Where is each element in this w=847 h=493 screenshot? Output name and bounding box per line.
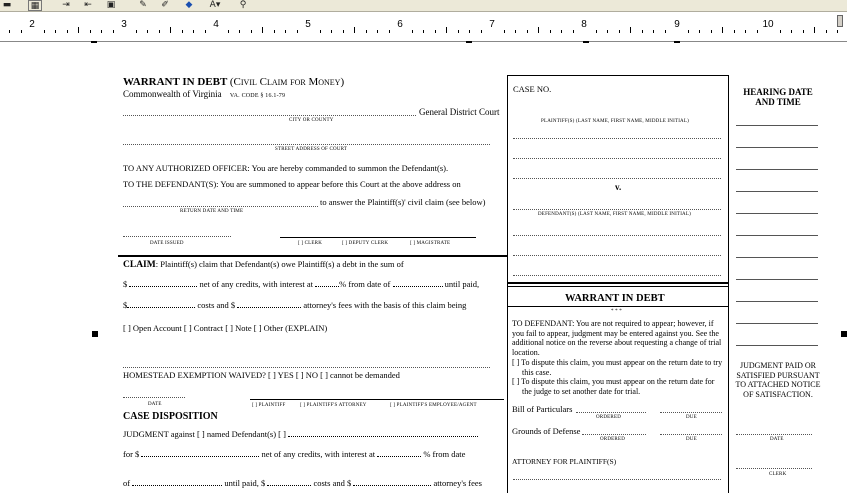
defendant-field[interactable] <box>513 209 721 210</box>
ruler-tick <box>262 27 263 33</box>
ruler-number: 9 <box>674 19 680 30</box>
paint-icon[interactable]: ✎ <box>139 0 147 10</box>
court-name-field[interactable] <box>123 115 416 116</box>
ruler-tick <box>147 30 148 33</box>
ruler-tick <box>423 30 424 33</box>
dollar-sign: $ <box>123 279 128 289</box>
street-address-field[interactable] <box>123 144 490 145</box>
case-number-label: CASE NO. <box>513 84 552 94</box>
date-issued-field[interactable] <box>123 236 231 237</box>
ruler-tick <box>469 30 470 33</box>
judgment-paid-text: JUDGMENT PAID OR SATISFIED PURSUANT TO ATTACHED NOTICE OF SATISFACTION. <box>735 361 821 399</box>
ruler-tick <box>481 30 482 33</box>
officer-command-text: TO ANY AUTHORIZED OFFICER: You are hereby commanded to summon the Defendant(s). <box>123 163 449 173</box>
ruler-tick <box>803 30 804 33</box>
hearing-date-line[interactable] <box>736 169 818 170</box>
plaintiff-field[interactable] <box>513 158 721 159</box>
ruler-tick <box>826 30 827 33</box>
date-issued-label: DATE ISSUED <box>150 241 184 246</box>
commonwealth-line <box>123 89 285 99</box>
ruler-tick <box>780 30 781 33</box>
plaintiff-label: PLAINTIFF(S) (LAST NAME, FIRST NAME, MIDDLE INITIAL) <box>541 119 689 124</box>
hearing-date-title: HEARING DATE AND TIME <box>743 87 813 107</box>
ruler-tick <box>354 27 355 33</box>
ruler-tick <box>251 30 252 33</box>
ruler-number: 2 <box>29 19 35 30</box>
ruler-tick <box>274 30 275 33</box>
claim-statement <box>123 260 404 270</box>
hearing-date-line[interactable] <box>736 345 818 346</box>
judgment-amount-line <box>123 450 465 459</box>
ruler-tick <box>446 27 447 33</box>
ruler-tick <box>389 30 390 33</box>
ruler-tick <box>515 30 516 33</box>
hearing-date-line[interactable] <box>736 323 818 324</box>
ruler-tick <box>297 30 298 33</box>
judgment-of: of <box>123 478 131 488</box>
signer-plaintiff-option[interactable]: [ ] PLAINTIFF <box>252 403 286 408</box>
claim-explain-field[interactable] <box>123 367 490 368</box>
ruler-tick <box>814 27 815 33</box>
judgment-costs-line <box>123 479 482 488</box>
hearing-date-line[interactable] <box>736 235 818 236</box>
ruler-tick <box>9 30 10 33</box>
ruler-tick <box>101 30 102 33</box>
deputy-clerk-option[interactable]: [ ] DEPUTY CLERK <box>342 241 389 246</box>
ruler-scroll-handle[interactable] <box>837 15 843 27</box>
selection-handle[interactable] <box>841 331 847 337</box>
judgment-fees-field[interactable] <box>353 485 431 486</box>
bill-ordered-field[interactable] <box>576 412 646 413</box>
ruler-tick <box>607 30 608 33</box>
ruler-tick <box>113 30 114 33</box>
ruler-tick <box>653 30 654 33</box>
judgment-interest-text: net of any credits, with interest at <box>261 449 376 459</box>
ruler-tick <box>688 30 689 33</box>
hearing-date-line[interactable] <box>736 213 818 214</box>
ruler-tick <box>159 30 160 33</box>
defendant-label: DEFENDANT(S) (LAST NAME, FIRST NAME, MIDDLE INITIAL) <box>538 212 691 217</box>
warrant-divider <box>508 306 729 307</box>
section-divider <box>118 255 507 257</box>
defendant-summons-text: TO THE DEFENDANT(S): You are summoned to appear before this Court at the above address on <box>123 179 461 189</box>
costs-field[interactable] <box>127 307 195 308</box>
magistrate-option[interactable]: [ ] MAGISTRATE <box>410 241 451 246</box>
paid-date-label: DATE <box>770 437 784 442</box>
issuer-signature-line[interactable] <box>280 237 476 238</box>
ruler-tick <box>642 30 643 33</box>
ruler-tick <box>596 30 597 33</box>
ruler-tick <box>228 30 229 33</box>
link-icon[interactable]: ⚲ <box>239 0 247 10</box>
bill-ordered-label: ORDERED <box>596 415 622 420</box>
ruler-tick <box>136 30 137 33</box>
clerk-label: CLERK <box>769 472 787 477</box>
claim-basis-options[interactable]: [ ] Open Account [ ] Contract [ ] Note [ ] Other (EXPLAIN) <box>123 323 328 333</box>
document-page[interactable] <box>0 43 847 493</box>
dispute-option-trial[interactable]: [ ] To dispute this claim, you must appear on the return date to try this case. <box>512 358 723 377</box>
ruler-tick <box>55 30 56 33</box>
hearing-date-line[interactable] <box>736 125 818 126</box>
ruler-number: 10 <box>762 19 774 30</box>
bill-due-field[interactable] <box>660 412 722 413</box>
horizontal-ruler[interactable] <box>0 12 847 42</box>
form-title-text: WARRANT IN DEBT <box>123 76 228 88</box>
frame-icon[interactable]: ▣ <box>106 0 116 10</box>
ruler-number: 7 <box>489 19 495 30</box>
defendant-field[interactable] <box>513 275 721 276</box>
ruler-tick <box>538 27 539 33</box>
bill-of-particulars-label: Bill of Particulars <box>512 404 573 414</box>
hearing-date-line[interactable] <box>736 191 818 192</box>
commonwealth-text: Commonwealth of Virginia <box>123 89 222 99</box>
court-label: General District Court <box>419 107 500 117</box>
interest-date-field[interactable] <box>393 286 443 287</box>
font-color-icon[interactable]: A▾ <box>209 0 221 10</box>
ruler-tick <box>21 30 22 33</box>
form-title <box>123 76 344 88</box>
bill-due-label: DUE <box>686 415 697 420</box>
return-date-label: RETURN DATE AND TIME <box>180 209 244 214</box>
judgment-line <box>123 430 478 439</box>
indent-icon[interactable]: ⇥ <box>62 0 70 10</box>
hearing-date-line[interactable] <box>736 301 818 302</box>
judgment-date-field[interactable] <box>132 485 222 486</box>
ruler-tick <box>239 30 240 33</box>
costs-text: costs and $ <box>197 300 236 310</box>
ruler-tick <box>791 30 792 33</box>
ruler-tick <box>366 30 367 33</box>
ruler-tick <box>837 30 838 33</box>
street-address-label: STREET ADDRESS OF COURT <box>275 147 348 152</box>
city-county-label: CITY OR COUNTY <box>289 118 334 123</box>
form-subtitle: (Civil Claim for Money) <box>229 76 345 88</box>
formatting-toolbar <box>0 0 847 12</box>
ruler-number: 3 <box>121 19 127 30</box>
dollar-sign: $ <box>123 300 128 310</box>
ruler-tick <box>619 30 620 33</box>
versus-label: v. <box>615 182 622 192</box>
grounds-of-defense-label: Grounds of Defense <box>512 426 581 436</box>
ruler-tick <box>205 30 206 33</box>
warrant-title: WARRANT IN DEBT <box>565 293 665 304</box>
return-date-field[interactable] <box>123 206 318 207</box>
claim-text: : Plaintiff(s) claim that Defendant(s) owe Plaintiff(s) a debt in the sum of <box>155 259 404 269</box>
case-disposition-heading: CASE DISPOSITION <box>123 411 218 422</box>
ruler-tick <box>377 30 378 33</box>
ruler-tick <box>285 30 286 33</box>
hearing-date-line[interactable] <box>736 147 818 148</box>
ruler-tick <box>699 30 700 33</box>
hearing-date-line[interactable] <box>736 279 818 280</box>
interest-rate-field[interactable] <box>315 286 339 287</box>
ruler-tick <box>182 30 183 33</box>
judgment-amount-field[interactable] <box>141 456 259 457</box>
hearing-date-line[interactable] <box>736 257 818 258</box>
plaintiff-field[interactable] <box>513 138 721 139</box>
ruler-tick <box>630 27 631 33</box>
shape-icon[interactable]: ◆ <box>185 0 193 10</box>
ruler-number: 8 <box>581 19 587 30</box>
homestead-exemption[interactable]: HOMESTEAD EXEMPTION WAIVED? [ ] YES [ ] NO [ ] cannot be demanded <box>123 370 400 380</box>
grounds-ordered-label: ORDERED <box>600 437 626 442</box>
ruler-tick <box>90 30 91 33</box>
stars-separator: * * * <box>611 309 622 314</box>
judgment-fees-text: attorney's fees <box>433 478 482 488</box>
ruler-tick <box>711 30 712 33</box>
ruler-number: 5 <box>305 19 311 30</box>
selection-handle[interactable] <box>92 331 98 337</box>
align-icon[interactable]: ▬ <box>2 0 12 10</box>
judgment-defendant-field[interactable] <box>288 436 478 437</box>
defendant-field[interactable] <box>513 235 721 236</box>
format-icon[interactable]: ✐ <box>161 0 169 10</box>
warrant-divider <box>508 282 729 284</box>
ruler-tick <box>504 30 505 33</box>
grounds-due-field[interactable] <box>660 434 722 435</box>
signer-attorney-option[interactable]: [ ] PLAINTIFF'S ATTORNEY <box>300 403 367 408</box>
ruler-tick <box>458 30 459 33</box>
warrant-divider <box>508 286 729 287</box>
claim-basis-text: attorney's fees with the basis of this claim being <box>303 300 467 310</box>
plaintiff-signature-line[interactable] <box>250 399 504 400</box>
judgment-until-paid: until paid, $ <box>224 478 266 488</box>
ruler-tick <box>573 30 574 33</box>
ruler-tick <box>561 30 562 33</box>
judgment-costs-field[interactable] <box>267 485 311 486</box>
paid-date-field[interactable] <box>736 434 812 435</box>
judgment-rate-field[interactable] <box>377 456 421 457</box>
defendant-field[interactable] <box>513 255 721 256</box>
dispute-option-set-date[interactable]: [ ] To dispute this claim, you must appear on the return date for the judge to set another date for trial. <box>512 377 715 396</box>
ruler-tick <box>343 30 344 33</box>
judgment-text: JUDGMENT against [ ] named Defendant(s) [ ] <box>123 429 286 439</box>
ruler-tick <box>78 27 79 33</box>
plaintiff-field[interactable] <box>513 178 721 179</box>
defendant-notice: TO DEFENDANT: You are not required to appear; however, if you fail to appear, judgment may be entered against you. See the additional notice on the reverse about requesting a change of trial location. <box>512 319 722 357</box>
claim-amount-field[interactable] <box>129 286 197 287</box>
claim-date-text: % from date of <box>339 279 391 289</box>
ruler-tick <box>331 30 332 33</box>
outdent-icon[interactable]: ⇤ <box>84 0 92 10</box>
homestead-date-label: DATE <box>148 402 162 407</box>
attorney-fees-field[interactable] <box>237 307 301 308</box>
homestead-date-field[interactable] <box>123 397 185 398</box>
claim-interest-text: net of any credits, with interest at <box>199 279 314 289</box>
va-code: VA. CODE § 16.1-79 <box>229 93 286 99</box>
ruler-number: 4 <box>213 19 219 30</box>
attorney-label: ATTORNEY FOR PLAINTIFF(S) <box>512 457 617 466</box>
clerk-signature-field[interactable] <box>736 468 812 469</box>
clerk-option[interactable]: [ ] CLERK <box>298 241 323 246</box>
judgment-date-text: % from date <box>423 449 466 459</box>
ruler-tick <box>320 30 321 33</box>
ruler-tick <box>435 30 436 33</box>
claim-amount-line <box>123 280 479 289</box>
ruler-tick <box>44 30 45 33</box>
ruler-tick <box>193 30 194 33</box>
ruler-tick <box>550 30 551 33</box>
judgment-dollar: for $ <box>123 449 140 459</box>
ruler-tick <box>527 30 528 33</box>
grounds-due-label: DUE <box>686 437 697 442</box>
claim-costs-line <box>123 301 466 310</box>
ruler-tick <box>722 27 723 33</box>
ruler-tick <box>757 30 758 33</box>
ruler-tick <box>170 27 171 33</box>
border-icon[interactable]: ▦ <box>28 0 42 11</box>
ruler-tick <box>412 30 413 33</box>
ruler-tick <box>745 30 746 33</box>
ruler-tick <box>665 30 666 33</box>
until-paid-text: until paid, <box>444 279 480 289</box>
attorney-field[interactable] <box>513 479 721 480</box>
ruler-tick <box>67 30 68 33</box>
grounds-ordered-field[interactable] <box>582 434 646 435</box>
judgment-costs-text: costs and $ <box>313 478 352 488</box>
claim-heading: CLAIM <box>123 260 156 270</box>
answer-claim-text: to answer the Plaintiff(s)' civil claim (see below) <box>320 197 486 207</box>
signer-employee-option[interactable]: [ ] PLAINTIFF'S EMPLOYEE/AGENT <box>390 403 477 408</box>
ruler-number: 6 <box>397 19 403 30</box>
ruler-tick <box>734 30 735 33</box>
